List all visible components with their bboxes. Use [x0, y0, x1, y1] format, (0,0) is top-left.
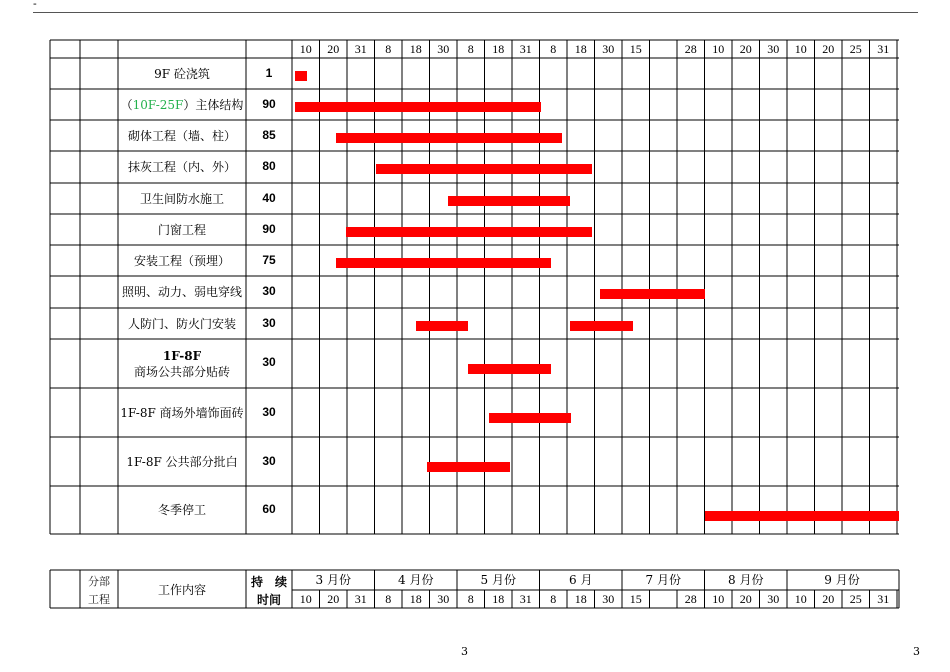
footer-day-label: 30 — [767, 592, 780, 606]
footer-month-label: 8 月份 — [728, 573, 764, 587]
timeline-day-label: 10 — [712, 42, 725, 56]
footer-day-label: 10 — [712, 592, 725, 606]
task-name-line: 1F-8F — [162, 348, 202, 363]
task-duration: 75 — [262, 252, 276, 267]
task-duration: 80 — [262, 159, 276, 173]
timeline-day-label: 25 — [849, 42, 862, 56]
timeline-day-label: 20 — [327, 42, 340, 56]
footer-day-label: 31 — [877, 592, 890, 606]
footer-day-label: 18 — [409, 592, 422, 606]
footer-month-label: 4 月份 — [398, 573, 434, 587]
footer-day-label: 8 — [467, 592, 474, 606]
task-name-part: 冬季停工 — [157, 503, 206, 517]
task-name-line: 商场公共部分贴砖 — [133, 364, 230, 379]
footer-month-label: 9 月份 — [824, 573, 860, 587]
footer-day-label: 31 — [354, 592, 367, 606]
timeline-day-label: 10 — [794, 42, 807, 56]
timeline-day-label: 20 — [739, 42, 752, 56]
footer-day-label: 25 — [849, 592, 862, 606]
timeline-day-label: 31 — [354, 42, 367, 56]
task-duration: 90 — [262, 96, 276, 111]
page-number-right: 3 — [913, 645, 920, 658]
footer-month-label: 5 月份 — [480, 573, 516, 587]
task-name-part: 安装工程（预埋） — [133, 253, 230, 268]
timeline-day-label: 30 — [767, 42, 780, 56]
timeline-day-label: 30 — [437, 42, 450, 56]
timeline-day-label: 10 — [299, 42, 312, 56]
timeline-day-label: 18 — [492, 42, 505, 56]
footer-day-label: 20 — [327, 592, 340, 606]
task-name-part: ）主体结构 — [183, 97, 244, 112]
timeline-day-label: 31 — [877, 42, 890, 56]
timeline-day-label: 28 — [684, 42, 697, 56]
footer-day-label: 20 — [822, 592, 835, 606]
footer-day-label: 18 — [574, 592, 587, 606]
timeline-day-label: 8 — [550, 42, 557, 56]
task-name-part: 砌体工程（墙、柱） — [127, 128, 236, 143]
timeline-day-label: 8 — [467, 42, 474, 56]
task-name-part: 卫生间防水施工 — [139, 191, 224, 206]
footer-month-label: 7 月份 — [645, 573, 681, 587]
footer-day-label: 8 — [385, 592, 392, 606]
timeline-day-label: 8 — [385, 42, 392, 56]
task-name-part: 门窗工程 — [157, 222, 206, 237]
task-name-part: 抹灰工程（内、外） — [127, 160, 236, 174]
footer-day-label: 18 — [492, 592, 505, 606]
task-name-part: （ — [120, 97, 133, 112]
task-name-part: 10F-25F — [132, 97, 184, 112]
footer-month-label: 3 月份 — [315, 573, 351, 587]
footer-col1-line2: 工程 — [88, 594, 110, 606]
task-duration: 30 — [262, 284, 276, 298]
timeline-day-label: 20 — [822, 42, 835, 56]
footer-day-label: 28 — [684, 592, 697, 606]
footer-work-content: 工作内容 — [157, 583, 206, 597]
footer-day-label: 10 — [299, 592, 312, 606]
footer-day-label: 31 — [519, 592, 532, 606]
footer-col1-line1: 分部 — [88, 576, 110, 588]
task-duration: 30 — [262, 354, 276, 369]
footer-duration-line1: 持 续 — [250, 575, 287, 589]
footer-day-label: 20 — [739, 592, 752, 606]
footer-day-label: 30 — [602, 592, 615, 606]
task-duration: 40 — [262, 190, 276, 205]
top-mark: - — [33, 0, 37, 10]
footer-day-label: 8 — [550, 592, 557, 606]
task-duration: 30 — [262, 315, 276, 330]
footer-day-label: 10 — [794, 592, 807, 606]
task-duration: 60 — [262, 502, 276, 516]
task-name-part: 1F-8F 公共部分批白 — [126, 454, 238, 469]
footer-day-label: 15 — [629, 592, 642, 606]
task-duration: 30 — [262, 404, 276, 419]
task-name-part: 照明、动力、弱电穿线 — [121, 285, 242, 299]
timeline-day-label: 18 — [409, 42, 422, 56]
task-name-part: 9F 砼浇筑 — [154, 66, 210, 81]
timeline-day-label: 18 — [574, 42, 587, 56]
timeline-day-label: 30 — [602, 42, 615, 56]
page-number: 3 — [461, 645, 468, 658]
timeline-day-label: 15 — [629, 42, 642, 56]
task-duration: 85 — [262, 127, 276, 142]
footer-day-label: 30 — [437, 592, 450, 606]
task-duration: 30 — [262, 453, 276, 468]
footer-month-label: 6 月 — [569, 573, 593, 587]
task-name-part: 人防门、防火门安装 — [127, 316, 236, 331]
task-name-part: 1F-8F 商场外墙饰面砖 — [120, 405, 244, 420]
timeline-day-label: 31 — [519, 42, 532, 56]
task-duration: 90 — [262, 221, 276, 236]
task-duration: 1 — [265, 65, 273, 80]
footer-duration-line2: 时间 — [256, 593, 281, 607]
